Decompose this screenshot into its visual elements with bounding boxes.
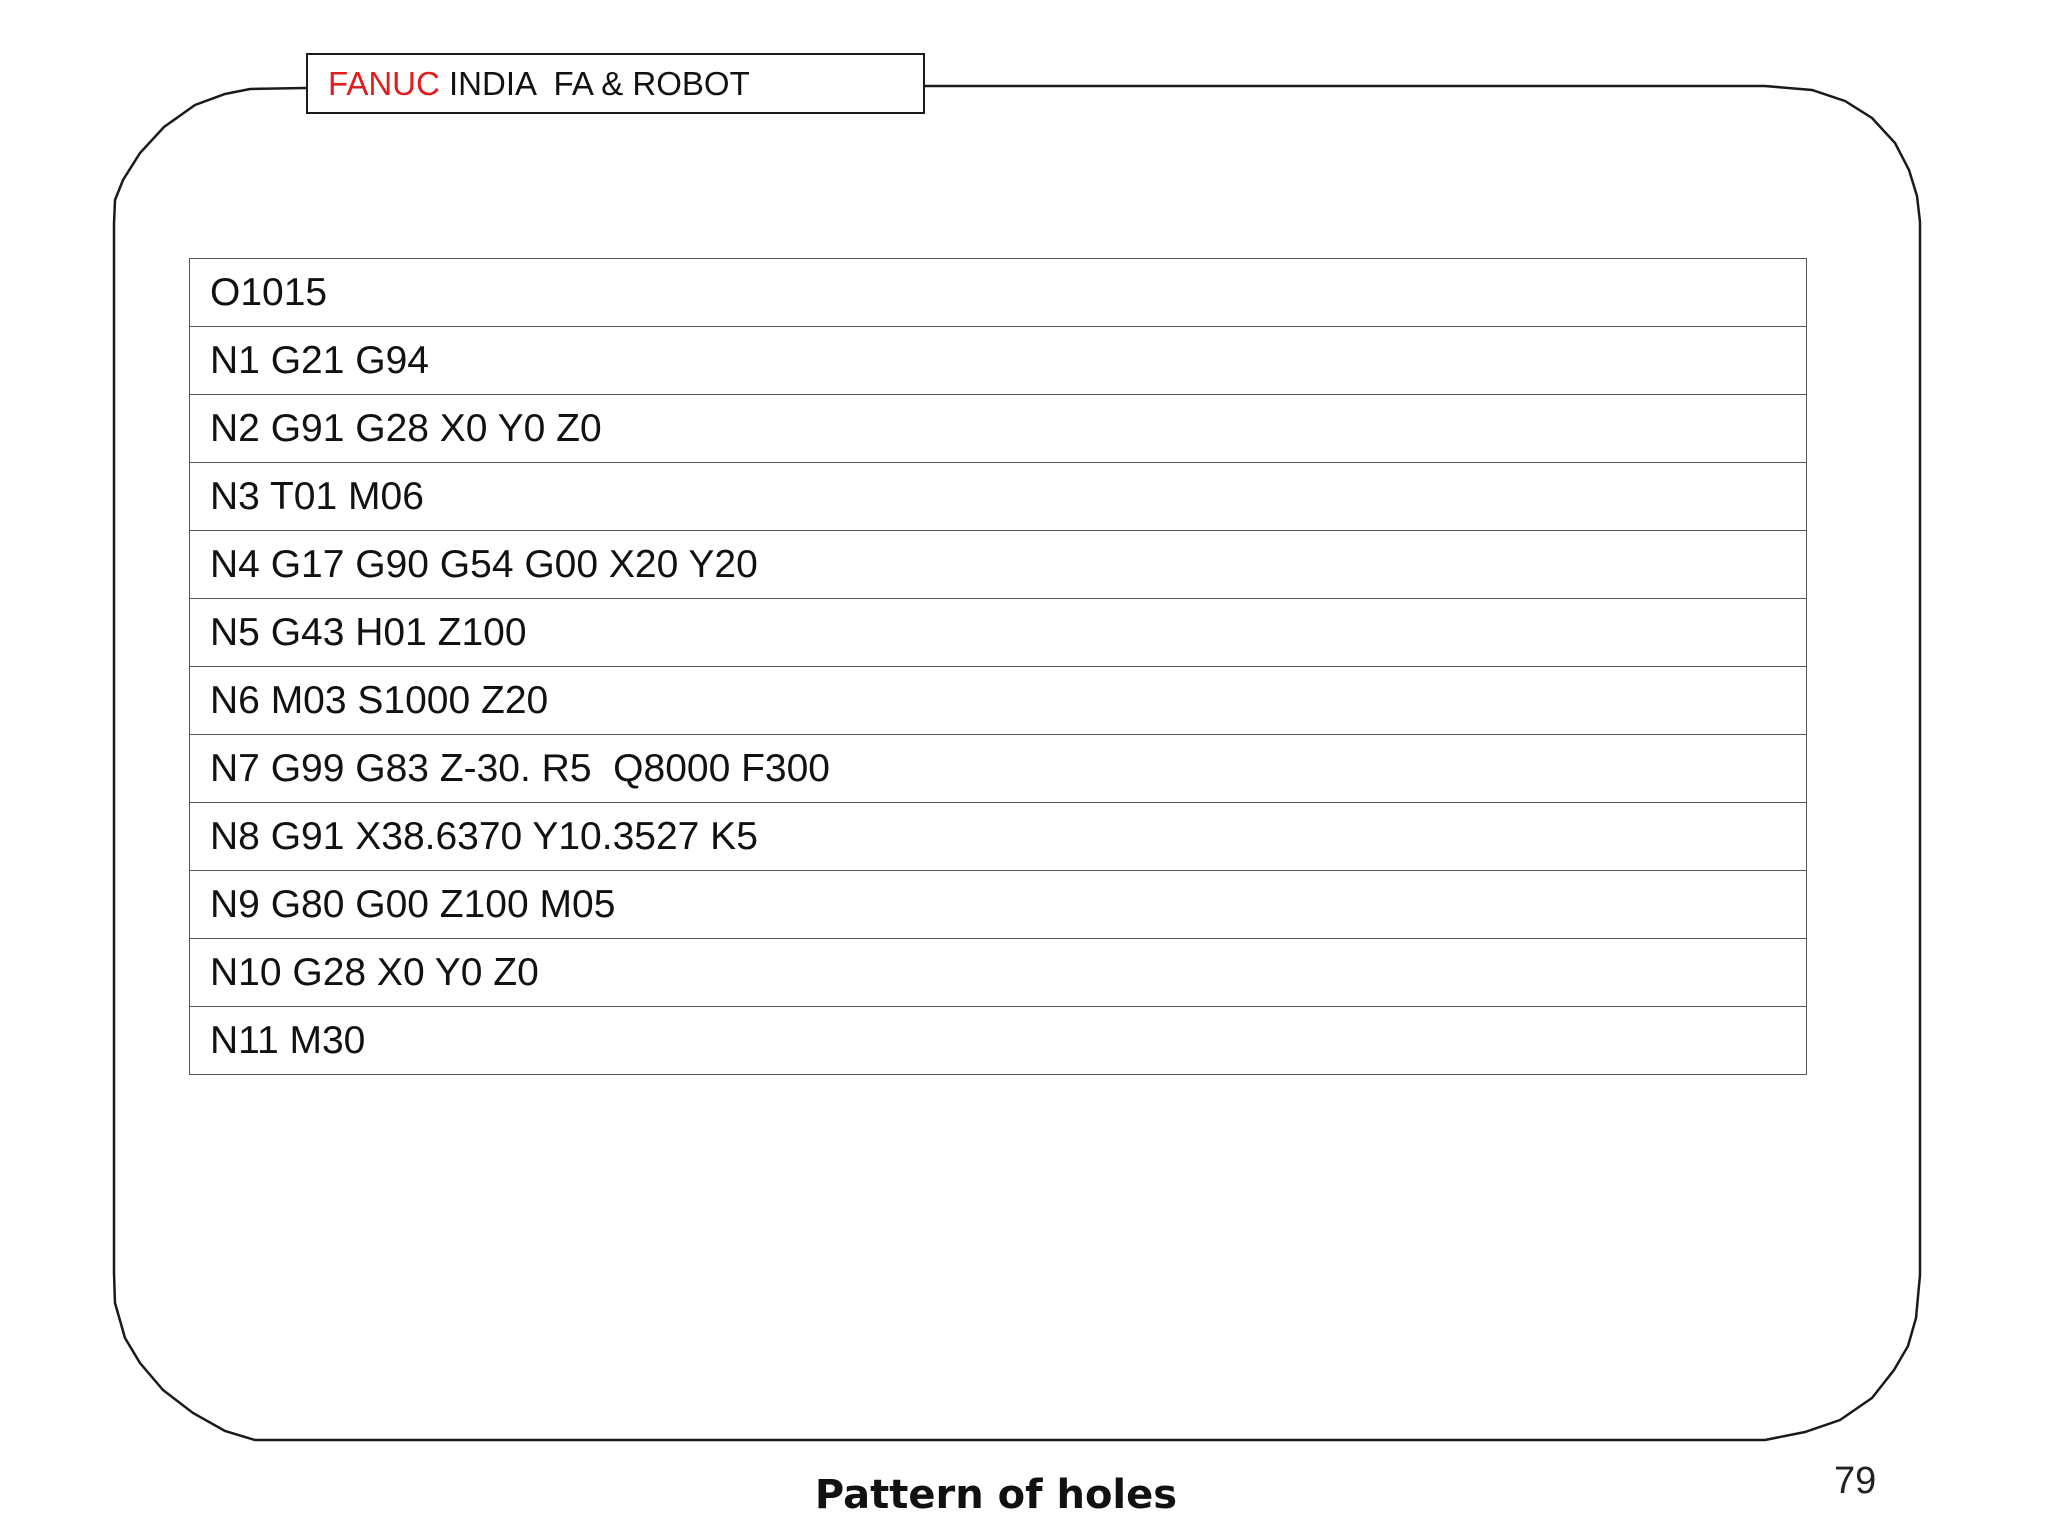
program-line: N5 G43 H01 Z100 (190, 599, 1807, 667)
table-row (190, 327, 1807, 395)
program-line: O1015 (190, 259, 1807, 327)
nc-program-table (189, 258, 1807, 1075)
brand-name: FANUC (328, 64, 440, 102)
program-line: N10 G28 X0 Y0 Z0 (190, 939, 1807, 1007)
table-row (190, 599, 1807, 667)
program-line: N9 G80 G00 Z100 M05 (190, 871, 1807, 939)
table-row (190, 667, 1807, 735)
program-line: N4 G17 G90 G54 G00 X20 Y20 (190, 531, 1807, 599)
program-line: N11 M30 (190, 1007, 1807, 1075)
header-banner (306, 53, 925, 114)
program-line: N8 G91 X38.6370 Y10.3527 K5 (190, 803, 1807, 871)
program-line: N3 T01 M06 (190, 463, 1807, 531)
program-line: N2 G91 G28 X0 Y0 Z0 (190, 395, 1807, 463)
page-number: 79 (1834, 1460, 1877, 1502)
table-row (190, 803, 1807, 871)
program-line: N6 M03 S1000 Z20 (190, 667, 1807, 735)
table-row (190, 735, 1807, 803)
program-line: N7 G99 G83 Z-30. R5 Q8000 F300 (190, 735, 1807, 803)
table-row (190, 939, 1807, 1007)
slide-title: Pattern of holes (814, 1472, 1178, 1518)
table-row (190, 259, 1807, 327)
table-row (190, 531, 1807, 599)
program-line: N1 G21 G94 (190, 327, 1807, 395)
table-row (190, 1007, 1807, 1075)
table-row (190, 871, 1807, 939)
header-subtitle: INDIA FA & ROBOT (439, 64, 750, 102)
table-row (190, 395, 1807, 463)
table-row (190, 463, 1807, 531)
